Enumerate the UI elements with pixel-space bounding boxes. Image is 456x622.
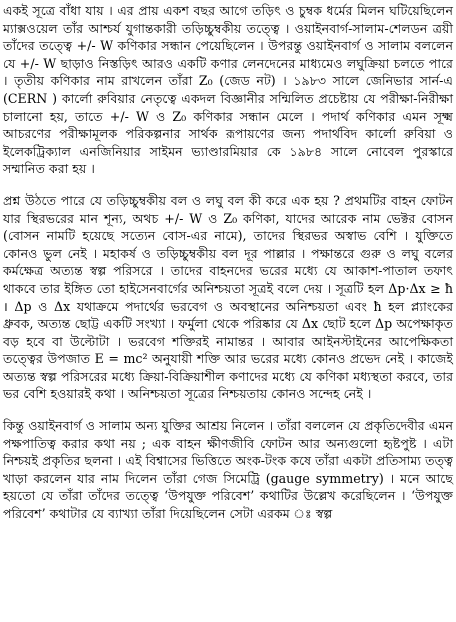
paragraph-3: কিন্তু ওয়াইনবার্গ ও সালাম অন্য যুক্তির আশ্রয় নিলেন । তাঁরা বললেন যে প্রকৃতিদেবীর এমন পক্ষপাতিত্ব করার কথা নয় ; এক বাহন ক্ষীণজীবি ফোটন আর অন্যগুলো হৃষ্টপুষ্ট । এটা নিশ্চয়ই প্রকৃতির ছলনা । এই বিশ্বাসের ভিত্তিতে অংক-টংক কষে তাঁরা একটা প্রতিসাম্য তত্ত্ব খাড়া করলেন যার নাম দিলেন তাঁরা গেজ সিমেট্রি (gauge symmetry) । মনে আছে হয়তো যে তাঁরা তাঁদের তত্ত্বে ‘উপযুক্ত পরিবেশ’ কথাটির উল্লেখ করেছিলেন । ‘উপযুক্ত পরিবেশ’ কথাটার যে ব্যাখ্যা তাঁরা দিয়েছিলেন সেটা এরকম ঃ স্বল্প <box>3 418 453 522</box>
paragraph-gap <box>3 178 453 192</box>
paragraph-2: প্রশ্ন উঠতে পারে যে তড়িচ্চুম্বকীয় বল ও লঘু বল কী করে এক হয় ? প্রথমটির বাহন ফোটন যার স্থিরভরের মান শূন্য, অথচ +/- W ও Z₀ কণিকা, যাদের আরেক নাম ভেক্টর বোসন (বোসন নামটি হয়েছে সত্যেন বোস-এর নামে), তাদের স্থিরভর অস্বাভ বেশি । যুক্তিতে কোনও ভুল নেই । মহাকর্ষ ও তড়িচ্চুম্বকীয় বল দূর পাল্লার । পক্ষান্তরে গুরু ও লঘু বলের কর্মক্ষেত্র অত্যন্ত স্বল্প পরিসরে । তাদের বাহনদের ভরের মধ্যে যে আকাশ-পাতাল তফাৎ থাকবে তার ইঙ্গিত তো হাইসেনবার্গের অনিশ্চয়তা সূত্রই বলে দেয় । সূত্রটি হল Δp·Δx ≥ ħ । Δp ও Δx যথাক্রমে পদার্থের ভরবেগ ও অবস্থানের অনিশ্চয়তা এবং ħ হল প্ল্যাংকের ধ্রুবক, অত্যন্ত ছোট্ট একটি সংখ্যা । ফর্মুলা থেকে পরিষ্কার যে Δx ছোট হলে Δp অপেক্ষাকৃত বড় হবে বা উল্টোটা । ভরবেগ শক্তিরই নামান্তর । আবার আইনস্টাইনের আপেক্ষিকতা তত্ত্বের উপজাত E = mc² অনুযায়ী শক্তি আর ভরের মধ্যে কোনও প্রভেদ নেই । কাজেই অত্যন্ত স্বল্প পরিসরের মধ্যে ক্রিয়া-বিক্রিয়াশীল কণাদের মধ্যে যে কণিকা মধ্যস্থতা করবে, তার ভর বেশি হওয়ারই কথা । অনিশ্চয়তা সূত্রের নিশ্চয়তায় কোনও সন্দেহ নেই । <box>3 192 453 402</box>
paragraph-1: একই সূত্রে বাঁধা যায় । এর প্রায় একশ বছর আগে তড়িৎ ও চুম্বক ধর্মের মিলন ঘটিয়েছিলেন ম্যাক্সওয়েল তাঁর আশ্চর্য যুগান্তকারী তড়িচ্চুম্বকীয় তত্ত্বে । ওয়াইনবার্গ-সালাম-শেলডন ত্রয়ী তাঁদের তত্ত্বে +/- W কণিকার সন্ধান পেয়েছিলেন । উপরন্তু ওয়াইনবার্গ ও সালাম বললেন যে +/- W ছাড়াও নিস্তড়িৎ আরও একটি কণার লেনদেনের মাধ্যমেও লঘুক্রিয়া চলতে পারে । তৃতীয় কণিকার নাম রাখলেন তাঁরা Z₀ (জেড নট) । ১৯৮৩ সালে জেনিভার সার্ন-এ (CERN ) কার্লো রুবিয়ার নেতৃত্বে একদল বিজ্ঞানীর সন্মিলিত প্রচেষ্টায় যে পরীক্ষা-নিরীক্ষা চালানো হয়, তাতে +/- W ও Z₀ কণিকার সন্ধান মেলে । পদার্থ কণিকার এমন সূক্ষ্ম আচরণের পরীক্ষামূলক পরিকল্পনার সার্থক রূপায়ণের জন্য পদার্থবিদ কার্লো রুবিয়া ও ইলেকট্রিক্যাল এনজিনিয়ার সাইমন ভ্যাণ্ডারমিয়ার কে ১৯৮৪ সালে নোবেল পুরস্কারে সম্মানিত করা হয় । <box>3 3 453 177</box>
paragraph-gap <box>3 403 453 417</box>
